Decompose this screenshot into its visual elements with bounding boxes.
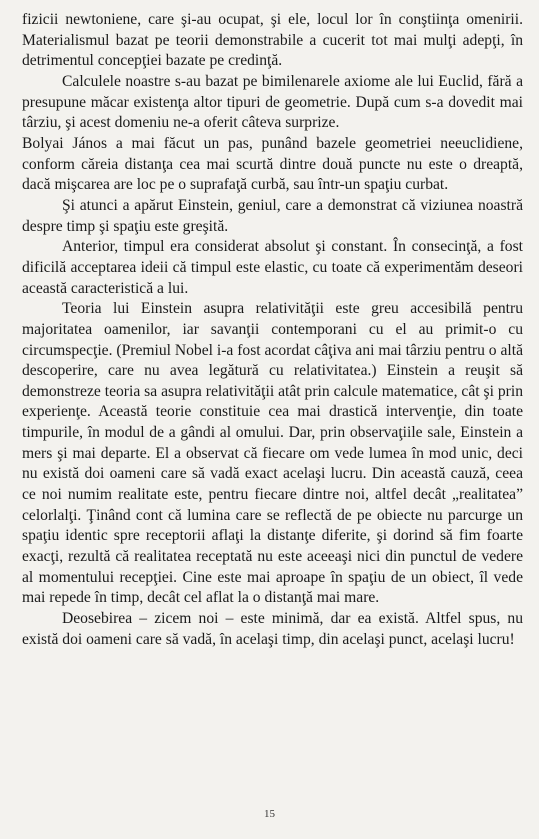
paragraph: Şi atunci a apărut Einstein, geniul, care a demonstrat că viziunea noastră despre timp şi spaţiu este greşită. xyxy=(22,196,523,235)
paragraph: fizicii newtoniene, care şi-au ocupat, şi ele, locul lor în conştiinţa omenirii. Materialismul bazat pe teorii demonstrabile a cucerit tot mai mulţi adepţi, în detrimentul concepţiei bazate pe credinţă. xyxy=(22,11,523,70)
paragraph: Bolyai János a mai făcut un pas, punând bazele geometriei neeuclidiene, conform căreia distanţa cea mai scurtă dintre două puncte nu este o dreaptă, dacă mişcarea are loc pe o suprafaţă curbă, sau într-un spaţiu curbat. xyxy=(22,134,523,194)
body-text xyxy=(22,10,523,650)
paragraph: Anterior, timpul era considerat absolut şi constant. În consecinţă, a fost dificilă acceptarea ideii că timpul este elastic, cu toate că experimentăm deseori această caracteristică a lui. xyxy=(22,238,523,297)
paragraph: Deosebirea – zicem noi – este minimă, dar ea există. Altfel spus, nu există doi oameni care să vadă, în acelaşi timp, din acelaşi punct, acelaşi lucru! xyxy=(22,610,523,648)
paragraph: Calculele noastre s-au bazat pe bimilenarele axiome ale lui Euclid, fără a presupune măcar existenţa altor tipuri de geometrie. După cum s-a dovedit mai târziu, şi acest domeniu ne-a oferit câteva surprize. xyxy=(22,72,523,132)
paragraph: Teoria lui Einstein asupra relativităţii este greu accesibilă pentru majoritatea oamenilor, iar savanţii contemporani cu el au primit-o cu circumspecţie. (Premiul Nobel i-a fost acordat câţiva ani mai târziu pentru o altă descoperire, care nu avea legătură cu relativitatea.) Einstein a reuşit să demonstreze teoria sa asupra relativităţii atât prin calcule matematice, cât şi prin experienţe. Această teorie constituie cea mai drastică intervenţie, din toate timpurile, în modul de a gândi al omului. Dar, prin observaţiile sale, Einstein a mers şi mai departe. El a observat că fiecare om vede lumea în mod unic, deci nu există doi oameni care să vadă exact acelaşi lucru. Din această cauză, ceea ce noi numim realitate este, pentru fiecare dintre noi, altfel decât „realitatea” celorlalţi. Ţinând cont că lumina care se reflectă de pe obiecte nu parcurge un spaţiu identic spre receptorii aflaţi la distanţe diferite, şi dorind să fim foarte exacţi, rezultă că realitatea receptată nu este aceeaşi nici din punctul de vedere al momentului recepţiei. Cine este mai aproape în spaţiu de un obiect, îl vede mai repede în timp, decât cel aflat la o distanţă mai mare. xyxy=(22,300,523,607)
page-number: 15 xyxy=(264,808,275,820)
